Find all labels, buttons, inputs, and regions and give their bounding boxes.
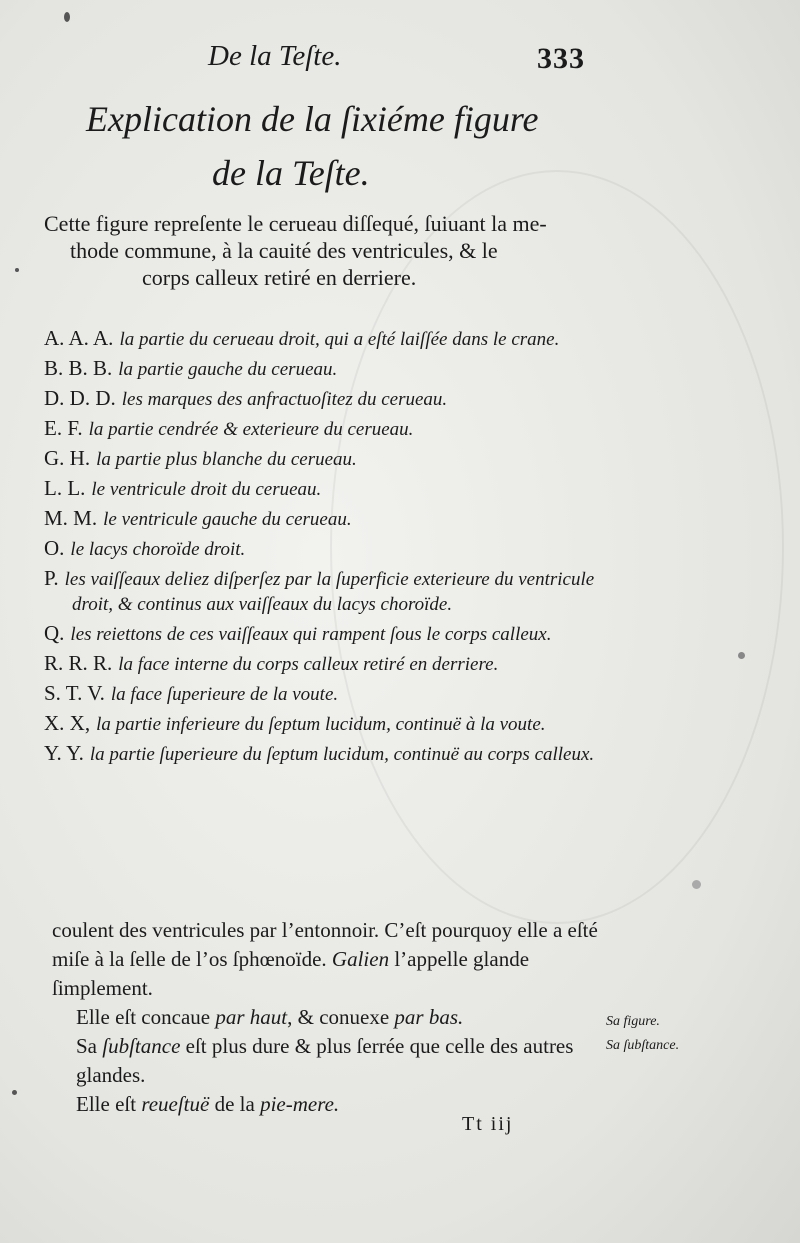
legend-key: G. H. <box>44 446 91 470</box>
body-paragraph <box>52 1032 612 1090</box>
legend-key: P. <box>44 566 59 590</box>
legend-item <box>44 446 604 472</box>
body-paragraph <box>52 1003 612 1032</box>
body-text-italic: Galien <box>331 947 390 971</box>
intro-line: Cette figure repreſente le cerueau diſſequé, ſuiuant la me- <box>44 211 547 236</box>
legend-item <box>44 506 604 532</box>
legend-description: la partie ſuperieure du ſeptum lucidum, continuë au corps calleux. <box>89 744 595 765</box>
margin-note: Sa ſubſtance. <box>606 1038 680 1053</box>
body-text-italic: par bas. <box>394 1005 464 1029</box>
legend-description: le ventricule gauche du cerueau. <box>103 509 352 530</box>
body-text <box>52 916 612 1119</box>
legend-key: L. L. <box>44 476 86 500</box>
intro-line: corps calleux retiré en derriere. <box>142 265 417 290</box>
legend-description: le lacys choroïde droit. <box>70 539 246 560</box>
legend-description: la face interne du corps calleux retiré en derriere. <box>118 654 499 675</box>
legend-key: E. F. <box>44 416 83 440</box>
body-text-run: coulent des ventricules par l’entonnoir. C’eſt pourquoy elle a eſté miſe à la ſelle de l’os ſphœnoïde. <box>52 918 598 971</box>
legend-description: la partie inferieure du ſeptum lucidum, continuë à la voute. <box>96 714 546 735</box>
legend-item <box>44 741 604 767</box>
legend-key: Y. Y. <box>44 741 84 765</box>
legend-key: Q. <box>44 621 65 645</box>
legend-description: le ventricule droit du cerueau. <box>91 479 322 500</box>
signature-mark: Tt iij <box>462 1113 514 1135</box>
body-text-run: Elle eſt concaue <box>76 1005 216 1029</box>
legend-key: D. D. D. <box>44 386 116 410</box>
ink-speck <box>15 268 19 272</box>
legend-item <box>44 621 604 647</box>
legend-key: O. <box>44 536 65 560</box>
legend-item <box>44 536 604 562</box>
body-text-run: l’appelle glande ſimplement. <box>52 947 530 1000</box>
legend-item <box>44 681 604 707</box>
legend-description: la partie cendrée & exterieure du cerueau. <box>88 419 414 440</box>
legend-description: la partie gauche du cerueau. <box>118 359 338 380</box>
body-text-run: Sa <box>76 1034 103 1058</box>
legend-key: R. R. R. <box>44 651 113 675</box>
legend-item <box>44 326 604 352</box>
body-text-run: eſt plus dure & plus ſerrée que celle des autres glandes. <box>76 1034 574 1087</box>
legend-item <box>44 711 604 737</box>
legend-item <box>44 566 604 617</box>
legend-description: la face ſuperieure de la voute. <box>110 684 339 705</box>
body-text-italic: pie-mere. <box>260 1092 340 1116</box>
section-heading-line2: de la Teſte. <box>212 153 370 193</box>
legend-item <box>44 386 604 412</box>
ink-speck <box>64 12 70 22</box>
legend-item <box>44 356 604 382</box>
margin-note: Sa figure. <box>606 1014 660 1029</box>
legend-item <box>44 651 604 677</box>
legend-description: la partie du cerueau droit, qui a eſté laiſſée dans le crane. <box>119 329 560 350</box>
body-text-italic: reueſtuë <box>141 1092 210 1116</box>
intro-line: thode commune, à la cauité des ventricules, & le <box>70 238 498 263</box>
legend-key: M. M. <box>44 506 98 530</box>
body-text-run: Elle eſt <box>76 1092 142 1116</box>
section-heading-line1: Explication de la ſixiéme figure <box>86 99 539 139</box>
legend-item <box>44 416 604 442</box>
running-title: De la Teſte. <box>208 40 342 72</box>
legend-description: les vaiſſeaux deliez diſperſez par la ſuperficie exterieure du ventricule droit, & continus aux vaiſſeaux du lacys choroïde. <box>64 569 595 615</box>
body-text-italic: par haut <box>215 1005 288 1029</box>
ink-speck <box>738 652 745 659</box>
ink-speck <box>12 1090 17 1095</box>
body-paragraph <box>52 916 612 1003</box>
legend-key: B. B. B. <box>44 356 113 380</box>
legend-key: A. A. A. <box>44 326 114 350</box>
figure-legend <box>44 326 604 771</box>
ink-speck <box>692 880 701 889</box>
legend-description: les marques des anfractuoſitez du cerueau. <box>121 389 448 410</box>
intro-paragraph <box>44 210 604 291</box>
body-text-run: , & conuexe <box>287 1005 395 1029</box>
body-paragraph <box>52 1090 612 1119</box>
legend-key: X. X, <box>44 711 91 735</box>
legend-description: la partie plus blanche du cerueau. <box>96 449 357 470</box>
legend-item <box>44 476 604 502</box>
page-number: 333 <box>537 42 585 75</box>
legend-description: les reiettons de ces vaiſſeaux qui rampent ſous le corps calleux. <box>70 624 552 645</box>
body-text-italic: ſubſtance <box>102 1034 181 1058</box>
legend-key: S. T. V. <box>44 681 105 705</box>
body-text-run: de la <box>209 1092 261 1116</box>
